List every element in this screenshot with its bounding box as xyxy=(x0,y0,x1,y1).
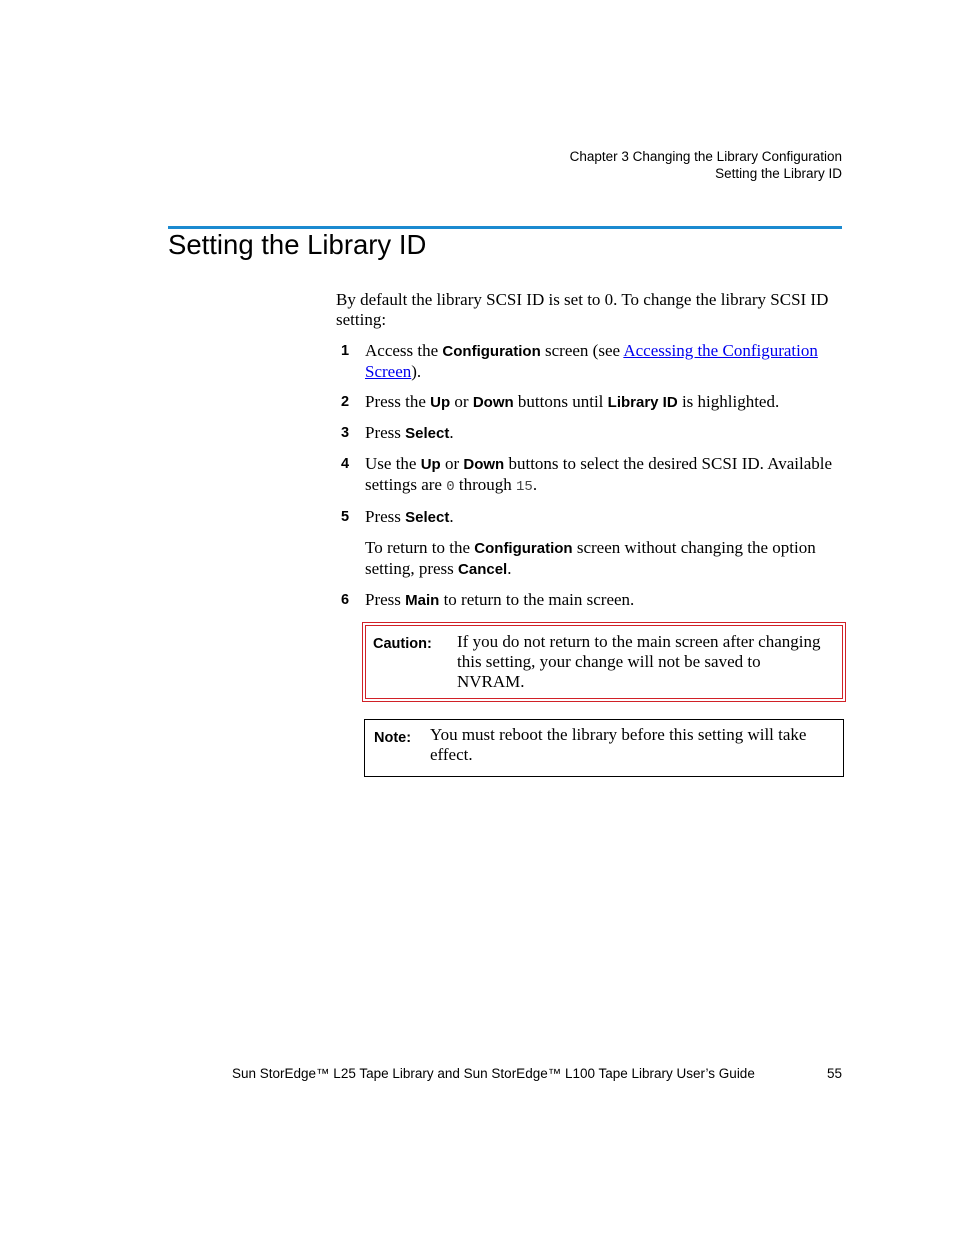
code-value: 0 xyxy=(446,479,455,495)
ui-term: Up xyxy=(430,394,451,411)
ui-term: Library ID xyxy=(607,394,678,411)
step-number: 2 xyxy=(340,394,350,410)
ui-term: Up xyxy=(420,456,441,473)
step-5-note: To return to the Configuration screen without changing the option setting, press Cancel. xyxy=(365,538,816,578)
step-2: 2 Press the Up or Down buttons until Library ID is highlighted. xyxy=(336,392,836,413)
ui-term: Configuration xyxy=(442,343,541,360)
header-section: Setting the Library ID xyxy=(715,166,842,181)
note-box xyxy=(364,719,844,777)
step-5: 5 Press Select. xyxy=(336,507,836,528)
code-value: 15 xyxy=(516,479,533,495)
step-4: 4 Use the Up or Down buttons to select the desired SCSI ID. Available settings are 0 through 15. xyxy=(336,454,836,497)
ui-term: Select xyxy=(405,509,450,526)
header-chapter: Chapter 3 Changing the Library Configuration xyxy=(569,149,842,164)
step-1: 1 Access the Configuration screen (see Accessing the Configuration Screen). xyxy=(336,341,836,382)
cross-reference-link[interactable]: Accessing the Configuration Screen xyxy=(365,341,818,381)
intro-paragraph: By default the library SCSI ID is set to 0. To change the library SCSI ID setting: xyxy=(336,290,829,329)
step-list xyxy=(336,341,836,621)
step-6: 6 Press Main to return to the main screen. xyxy=(336,590,836,611)
ui-term: Down xyxy=(463,456,505,473)
ui-term: Select xyxy=(405,425,450,442)
caution-text: If you do not return to the main screen after changing this setting, your change will not be saved to NVRAM. xyxy=(457,632,821,691)
caution-box-inner xyxy=(365,625,843,699)
caution-box xyxy=(362,622,846,702)
ui-term: Cancel xyxy=(458,561,508,578)
ui-term: Configuration xyxy=(474,540,573,557)
page-title: Setting the Library ID xyxy=(168,229,427,260)
ui-term: Down xyxy=(472,394,514,411)
step-number: 3 xyxy=(340,425,350,441)
step-number: 4 xyxy=(340,456,350,472)
footer-title: Sun StorEdge™ L25 Tape Library and Sun StorEdge™ L100 Tape Library User’s Guide xyxy=(232,1066,755,1081)
step-3: 3 Press Select. xyxy=(336,423,836,444)
step-number: 6 xyxy=(340,592,350,608)
note-label: Note: xyxy=(374,730,412,746)
step-number: 5 xyxy=(340,509,350,525)
step-number: 1 xyxy=(340,343,350,359)
running-header xyxy=(570,148,842,182)
caution-label: Caution: xyxy=(373,636,432,652)
page-number: 55 xyxy=(826,1066,842,1081)
note-text: You must reboot the library before this setting will take effect. xyxy=(430,725,807,764)
ui-term: Main xyxy=(405,592,440,609)
